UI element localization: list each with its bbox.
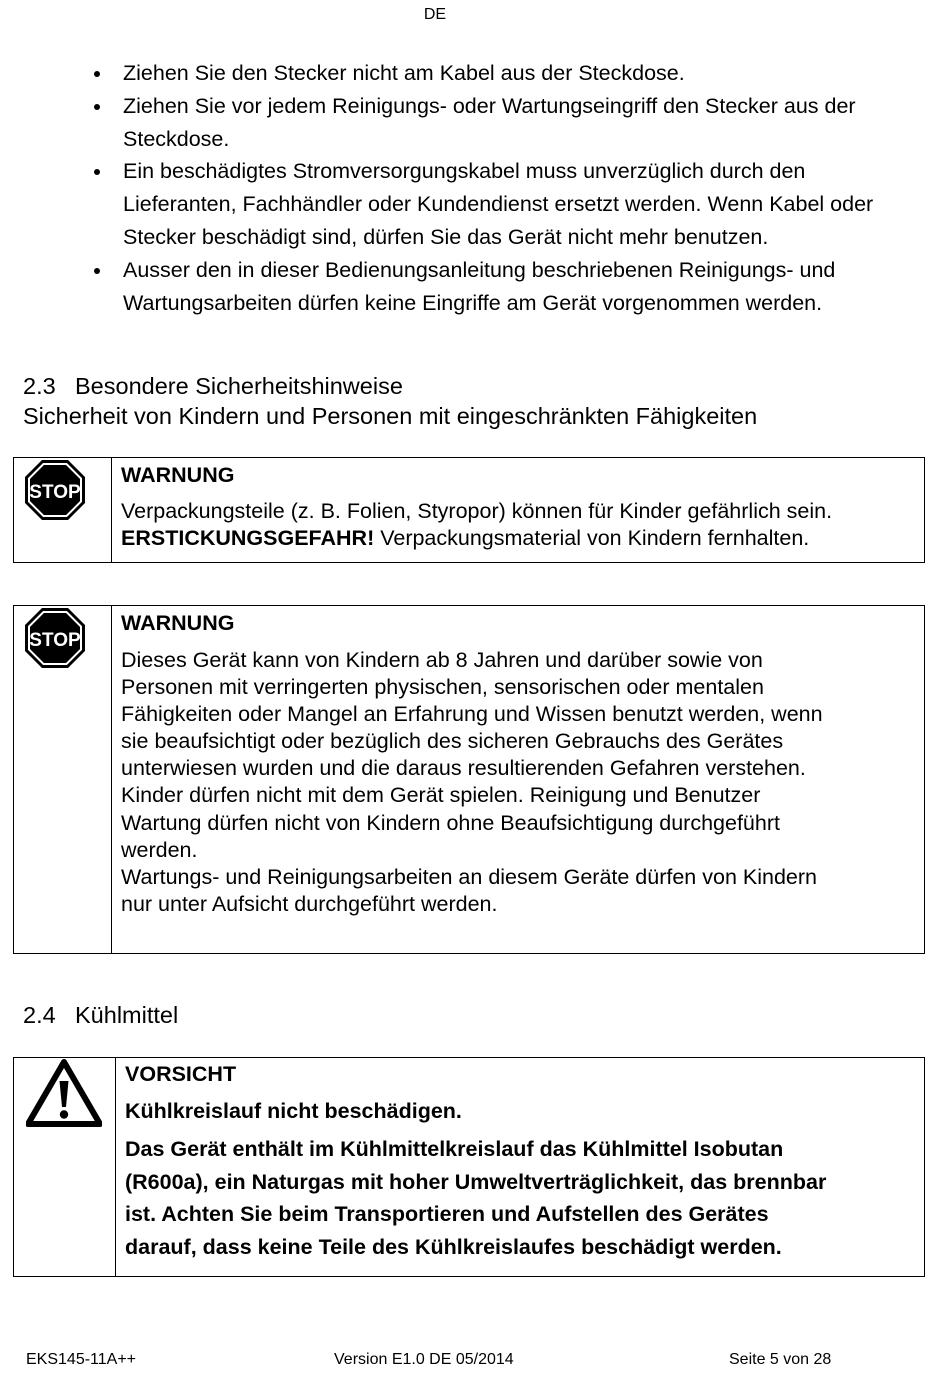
caution-content <box>125 1058 924 1263</box>
footer-model: EKS145-11A++ <box>26 1351 137 1368</box>
list-item-text: Ein beschädigtes Stromversorgungskabel muss unverzüglich durch den Lieferanten, Fachhändler oder Kundendienst ersetzt werden. Wenn Kabel oder Stecker beschädigt sind, dürfen Sie das Gerät nicht mehr benutzen. <box>123 159 874 249</box>
safety-bullet-list <box>90 57 910 319</box>
warning-line: Fähigkeiten oder Mangel an Erfahrung und Wissen benutzt werden, wenn <box>121 702 823 727</box>
warning-line: unterwiesen wurden und die daraus resultierenden Gefahren verstehen. <box>121 756 806 781</box>
stop-sign-icon <box>24 607 86 669</box>
warning-title: WARNUNG <box>121 463 235 487</box>
warning-line: werden. <box>121 837 198 862</box>
warning-content <box>121 458 924 552</box>
list-item <box>90 90 910 156</box>
warning-box-packaging <box>13 457 925 563</box>
section-number: 2.4 <box>23 1002 56 1028</box>
section-number: 2.3 <box>23 373 56 399</box>
list-item <box>90 57 910 90</box>
warning-line: Kinder dürfen nicht mit dem Gerät spielen. Reinigung und Benutzer <box>121 783 761 808</box>
list-item-text: Ausser den in dieser Bedienungsanleitung beschriebenen Reinigungs- und Wartungsarbeiten dürfen keine Eingriffe am Gerät vorgenommen werden. <box>123 257 836 315</box>
warning-title: WARNUNG <box>121 611 235 635</box>
svg-text:STOP: STOP <box>29 482 81 503</box>
icon-cell <box>14 458 112 562</box>
warning-line: sie beaufsichtigt oder bezüglich des sicheren Gebrauchs des Gerätes <box>121 729 784 754</box>
svg-text:STOP: STOP <box>29 630 81 651</box>
warning-line: nur unter Aufsicht durchgeführt werden. <box>121 891 498 916</box>
stop-sign-icon <box>24 459 86 521</box>
list-item-text: Ziehen Sie den Stecker nicht am Kabel aus der Steckdose. <box>123 61 685 85</box>
section-heading-2-4 <box>23 1000 178 1030</box>
warning-line: Dieses Gerät kann von Kindern ab 8 Jahren und darüber sowie von <box>121 648 763 672</box>
caution-line: ist. Achten Sie beim Transportieren und Aufstellen des Gerätes <box>125 1202 769 1226</box>
bullet-icon <box>94 104 100 110</box>
warning-line: Personen mit verringerten physischen, sensorischen oder mentalen <box>121 675 764 700</box>
caution-line: darauf, dass keine Teile des Kühlkreislaufes beschädigt werden. <box>125 1234 782 1259</box>
list-item <box>90 155 910 253</box>
caution-title: VORSICHT <box>125 1062 237 1086</box>
warning-text-2: ERSTICKUNGSGEFAHR! Verpackungsmaterial von Kindern fernhalten. <box>121 526 810 550</box>
section-subtitle: Sicherheit von Kindern und Personen mit eingeschränkten Fähigkeiten <box>23 403 758 429</box>
caution-line: Das Gerät enthält im Kühlmittelkreislauf das Kühlmittel Isobutan <box>125 1137 784 1161</box>
warning-triangle-icon <box>26 1059 102 1127</box>
icon-cell <box>14 606 112 953</box>
bullet-icon <box>94 268 100 274</box>
section-heading-2-3 <box>23 372 403 401</box>
bullet-icon <box>94 169 100 175</box>
caution-headline: Kühlkreislauf nicht beschädigen. <box>125 1099 462 1123</box>
bullet-icon <box>94 71 100 77</box>
page-header-language: DE <box>423 6 447 23</box>
warning-line: Wartung dürfen nicht von Kindern ohne Beaufsichtigung durchgeführt <box>121 810 780 835</box>
footer-version: Version E1.0 DE 05/2014 <box>334 1351 514 1368</box>
warning-text: Verpackungsteile (z. B. Folien, Styropor) können für Kinder gefährlich sein. <box>121 499 833 523</box>
section-title: Besondere Sicherheitshinweise <box>75 373 403 399</box>
warning-line: Wartungs- und Reinigungsarbeiten an diesem Geräte dürfen von Kindern <box>121 864 817 889</box>
footer-page-number: Seite 5 von 28 <box>729 1351 832 1368</box>
caution-line: (R600a), ein Naturgas mit hoher Umweltverträglichkeit, das brennbar <box>125 1169 827 1194</box>
warning-box-children <box>13 605 925 954</box>
caution-box-refrigerant <box>13 1057 925 1277</box>
list-item <box>90 254 910 320</box>
list-item-text: Ziehen Sie vor jedem Reinigungs- oder Wartungseingriff den Stecker aus der Steckdose. <box>123 93 856 151</box>
warning-content <box>121 606 924 918</box>
warning-emphasis: ERSTICKUNGSGEFAHR! <box>121 526 375 550</box>
icon-cell <box>14 1058 116 1276</box>
section-title: Kühlmittel <box>75 1002 179 1028</box>
